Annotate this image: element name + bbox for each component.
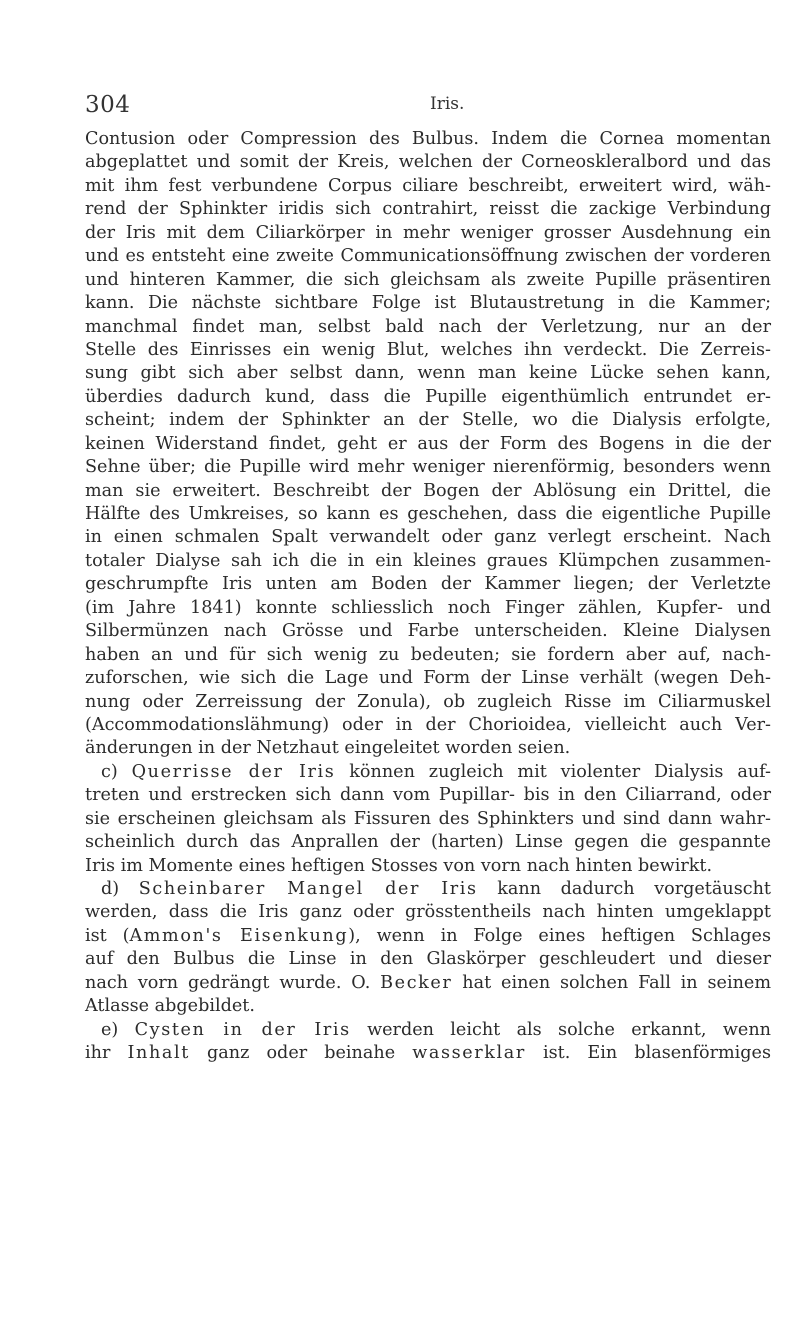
text-line: (im Jahre 1841) konnte schliesslich noch Finger zählen, Kupfer- und [85,597,771,618]
text-line: Silbermünzen nach Grösse und Farbe unterscheiden. Kleine Dialysen [85,621,771,642]
text-run: ist. Ein blasenförmiges [525,1043,771,1064]
spaced-heading: Cysten in der Iris [134,1019,351,1040]
text-line: haben an und für sich wenig zu bedeuten; sie fordern aber auf, nach- [85,644,771,665]
text-line: Hälfte des Umkreises, so kann es geschehen, dass die eigentliche Pupille [85,504,771,524]
text-line: überdies dadurch kund, dass die Pupille eigenthümlich entrundet er- [85,386,771,407]
text-line: sung gibt sich aber selbst dann, wenn man keine Lücke sehen kann, [85,363,771,384]
text-line: der Iris mit dem Ciliarkörper in mehr weniger grosser Ausdehnung ein [85,222,771,243]
text-run: kann dadurch vorgetäuscht [477,879,771,899]
text-line: Sehne über; die Pupille wird mehr weniger nierenförmig, besonders wenn [85,457,771,478]
running-head: Iris. [430,94,465,114]
spaced-heading: Scheinbarer Mangel der Iris [138,879,478,899]
text-line [85,1042,771,1065]
text-line: nung oder Zerreissung der Zonula), ob zugleich Risse im Ciliarmuskel [85,691,771,712]
text-line: änderungen in der Netzhaut eingeleitet worden seien. [85,738,571,759]
text-line: Stelle des Einrisses ein wenig Blut, welches ihn verdeckt. Die Zerreis- [85,339,771,360]
text-line: manchmal findet man, selbst bald nach der Verletzung, nur an der [85,316,771,337]
text-line: sie erscheinen gleichsam als Fissuren des Sphinkters und sind dann wahr- [85,808,771,829]
text-line: Atlasse abgebildet. [85,996,255,1017]
text-line: Iris im Momente eines heftigen Stosses von vorn nach hinten bewirkt. [85,855,713,876]
text-line: in einen schmalen Spalt verwandelt oder ganz verlegt erscheint. Nach [85,527,771,548]
text-line: scheinlich durch das Anprallen der (harten) Linse gegen die gespannte [85,832,771,853]
text-line: rend der Sphinkter iridis sich contrahirt, reisst die zackige Verbindung [85,199,771,220]
spaced-author: Becker [380,972,453,993]
item-label: c) [101,761,132,782]
spaced-heading: Querrisse der Iris [131,761,336,782]
body-text [85,128,771,1066]
text-line: zuforschen, wie sich die Lage und Form der Linse verhält (wegen Deh- [85,668,771,689]
text-line: abgeplattet und somit der Kreis, welchen der Corneoskleralbord und das [85,152,771,173]
item-label: d) [101,879,139,899]
text-line: auf den Bulbus die Linse in den Glaskörper geschleudert und dieser [85,949,771,970]
text-line: (Accommodationslähmung) oder in der Chorioidea, vielleicht auch Ver- [85,714,771,735]
text-line: mit ihm fest verbundene Corpus ciliare beschreibt, erweitert wird, wäh- [85,175,771,196]
spaced-term: wasserklar [412,1043,526,1064]
text-run: hat einen solchen Fall in seinem [452,972,771,993]
page-number: 304 [85,92,131,118]
text-line: treten und erstrecken sich dann vom Pupillar- bis in den Ciliarrand, oder [85,785,771,806]
text-line: keinen Widerstand findet, geht er aus der Form des Bogens in die der [85,433,771,454]
text-line: geschrumpfte Iris unten am Boden der Kammer liegen; der Verletzte [85,574,771,595]
text-run: werden leicht als solche erkannt, wenn [350,1019,771,1040]
page-header [85,92,785,122]
text-line: werden, dass die Iris ganz oder grösstentheils nach hinten umgeklappt [85,902,771,923]
text-line [85,972,771,995]
text-line [85,925,771,948]
spaced-term: Ammon's Eisenkung [129,925,349,946]
text-line: totaler Dialyse sah ich die in ein kleines graues Klümpchen zusammen- [85,550,771,571]
spaced-term: Inhalt [127,1043,190,1064]
paragraph-d-first-line [85,878,771,901]
text-line: kann. Die nächste sichtbare Folge ist Blutaustretung in die Kammer; [85,293,771,314]
text-run: nach vorn gedrängt wurde. O. [85,972,381,993]
text-line: man sie erweitert. Beschreibt der Bogen der Ablösung ein Drittel, die [85,480,771,501]
text-line: Contusion oder Compression des Bulbus. Indem die Cornea momentan [85,129,771,149]
item-label: e) [101,1019,135,1040]
text-run: ihr [85,1043,128,1064]
paragraph-c-first-line [85,761,771,784]
text-run: ist ( [85,925,130,946]
text-line: und hinteren Kammer, die sich gleichsam als zweite Pupille präsentiren [85,269,771,290]
text-run: können zugleich mit violenter Dialysis auf- [335,761,771,782]
text-line: scheint; indem der Sphinkter an der Stelle, wo die Dialysis erfolgte, [85,410,771,431]
text-run: ganz oder beinahe [189,1043,413,1064]
text-run: ), wenn in Folge eines heftigen Schlages [348,925,771,946]
text-line: und es entsteht eine zweite Communicationsöffnung zwischen der vorderen [85,246,771,267]
paragraph-e-first-line [85,1019,771,1042]
